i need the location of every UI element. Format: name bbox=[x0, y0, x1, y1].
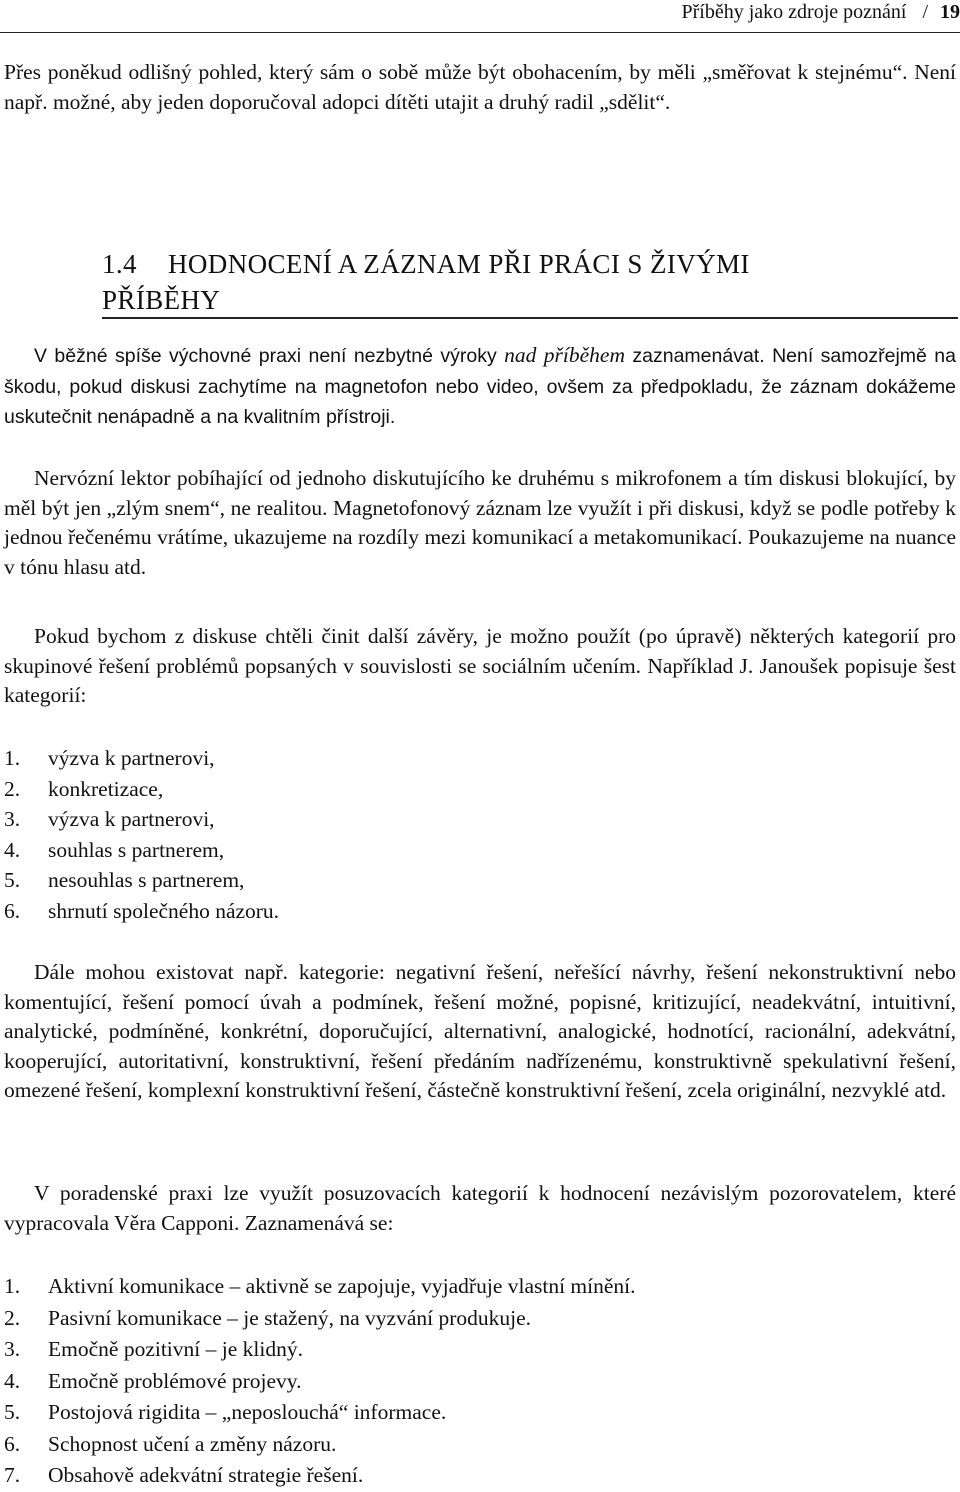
list-item bbox=[4, 1460, 944, 1492]
list-item bbox=[4, 774, 944, 805]
list-item bbox=[4, 1397, 944, 1429]
list-item bbox=[4, 896, 944, 927]
list-item-text: nesouhlas s partnerem, bbox=[48, 868, 245, 892]
paragraph-nervozni: Nervózní lektor pobíhající od jednoho diskutujícího ke druhému s mikrofonem a tím diskusi blokující, by měl být jen „zlým snem“, ne realitou. Magnetofonový záznam lze využít i při diskusi, když se podle potřeby k jednou řečenému vrátíme, ukazujeme na rozdíly mezi komunikací a metakomunikací. Poukazujeme na nuance v tónu hlasu atd. bbox=[4, 466, 956, 579]
list-item bbox=[4, 1303, 944, 1335]
list-item-text: Aktivní komunikace – aktivně se zapojuje, vyjadřuje vlastní mínění. bbox=[48, 1274, 636, 1298]
list-janousek bbox=[4, 743, 944, 926]
paragraph-pokud: Pokud bychom z diskuse chtěli činit další závěry, je možno použít (po úpravě) některých kategorií pro skupinové řešení problémů popsaných v souvislosti se sociálním učením. Například J. Janoušek popisuje šest kategorií: bbox=[4, 624, 956, 707]
paragraph-first-after-italic: zaznamenávat. bbox=[624, 345, 773, 367]
page-number: 19 bbox=[940, 1, 960, 23]
list-item bbox=[4, 1429, 944, 1461]
section-heading-rule bbox=[102, 317, 958, 319]
list-item-number: 6. bbox=[4, 898, 21, 923]
section-heading bbox=[102, 246, 958, 318]
list-item-text: souhlas s partnerem, bbox=[48, 837, 225, 862]
list-item-text: výzva k partnerovi, bbox=[48, 746, 215, 770]
list-item-text: Schopnost učení a změny názoru. bbox=[48, 1431, 337, 1456]
paragraph-first bbox=[4, 341, 956, 433]
list-item bbox=[4, 743, 944, 774]
list-item-text: Emočně problémové projevy. bbox=[48, 1368, 302, 1393]
running-head-title: Příběhy jako zdroje poznání bbox=[681, 1, 907, 23]
list-item-text: Emočně pozitivní – je klidný. bbox=[48, 1337, 303, 1361]
list-item-text: Pasivní komunikace – je stažený, na vyzvání produkuje. bbox=[48, 1305, 532, 1330]
paragraph-first-italic: nad příběhem bbox=[504, 343, 625, 367]
running-head bbox=[0, 0, 960, 32]
list-item bbox=[4, 1366, 944, 1398]
section-title-line1: HODNOCENÍ A ZÁZNAM PŘI PRÁCI S ŽIVÝMI bbox=[168, 249, 750, 279]
list-item-text: shrnutí společného názoru. bbox=[48, 898, 280, 923]
running-head-text bbox=[682, 0, 960, 24]
list-item-text: výzva k partnerovi, bbox=[48, 807, 215, 831]
list-item-number: 3. bbox=[4, 807, 21, 831]
list-capponi bbox=[4, 1271, 944, 1492]
list-item-number: 7. bbox=[4, 1463, 21, 1487]
list-item-text: Postojová rigidita – „neposlouchá“ informace. bbox=[48, 1400, 447, 1424]
list-item-number: 2. bbox=[4, 776, 21, 801]
section-number: 1.4 bbox=[102, 249, 137, 279]
list-item-text: Obsahově adekvátní strategie řešení. bbox=[48, 1463, 364, 1487]
paragraph-dale: Dále mohou existovat např. kategorie: negativní řešení, neřešící návrhy, řešení nekonstruktivní nebo komentující, řešení pomocí úvah a podmínek, řešení možné, popisné, kritizující, neadekvátní, intuitivní, analytické, podmíněné, konkrétní, doporučující, alternativní, analogické, hodnotící, racionální, adekvátní, kooperující, autoritativní, konstruktivní, řešení předáním nadřízenému, konstruktivně spekulativní řešení, omezené řešení, komplexní konstruktivní řešení, částečně konstruktivní řešení, zcela originální, nezvyklé atd. bbox=[4, 960, 956, 1102]
list-item bbox=[4, 804, 944, 835]
list-item-text: konkretizace, bbox=[48, 776, 164, 801]
paragraph-first-lead: V běžné spíše výchovné praxi není nezbytné výroky bbox=[34, 345, 505, 367]
list-item bbox=[4, 835, 944, 866]
running-head-separator: / bbox=[922, 1, 928, 23]
list-item-number: 5. bbox=[4, 868, 21, 892]
list-item-number: 6. bbox=[4, 1431, 21, 1456]
list-item-number: 4. bbox=[4, 837, 21, 862]
list-item bbox=[4, 1271, 944, 1303]
paragraph-first-tail: Není samozřejmě na škodu, pokud diskusi zachytíme na magnetofon nebo video, ovšem za předpokladu, že záznam dokážeme uskutečnit nenápadně a na kvalitním přístroji. bbox=[4, 345, 956, 428]
list-item-number: 5. bbox=[4, 1400, 21, 1424]
list-item-number: 1. bbox=[4, 746, 21, 770]
list-item-number: 2. bbox=[4, 1305, 21, 1330]
list-item bbox=[4, 865, 944, 896]
intro-paragraph: Přes poněkud odlišný pohled, který sám o sobě může být obohacením, by měli „směřovat k stejnému“. Není např. možné, aby jeden doporučoval adopci dítěti utajit a druhý radil „sdělit“. bbox=[4, 60, 956, 114]
list-item-number: 4. bbox=[4, 1368, 21, 1393]
list-item-number: 1. bbox=[4, 1274, 21, 1298]
list-item bbox=[4, 1334, 944, 1366]
list-item-number: 3. bbox=[4, 1337, 21, 1361]
paragraph-poradenske: V poradenské praxi lze využít posuzovacích kategorií k hodnocení nezávislým pozorovatelem, které vypracovala Věra Capponi. Zaznamenává se: bbox=[4, 1181, 956, 1235]
section-title-line2: PŘÍBĚHY bbox=[102, 285, 221, 315]
running-head-rule bbox=[0, 32, 960, 33]
